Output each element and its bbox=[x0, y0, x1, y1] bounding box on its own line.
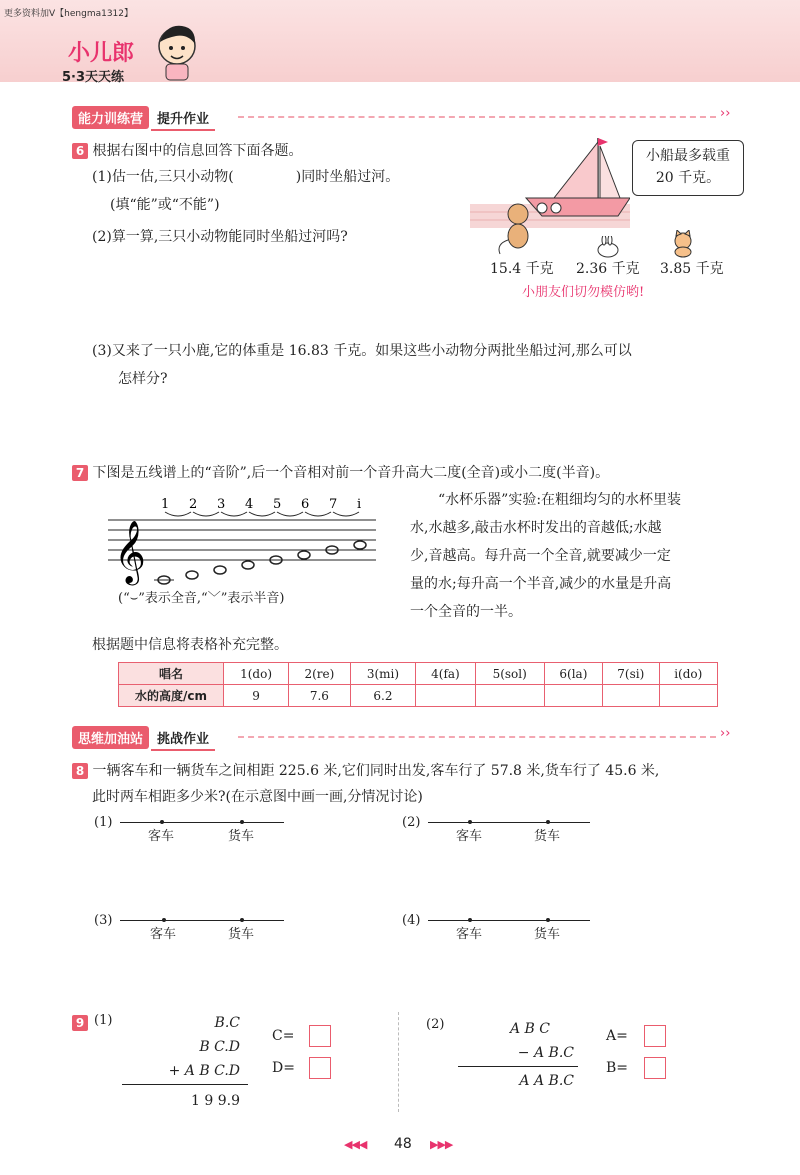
divider bbox=[238, 736, 716, 738]
answer-blank[interactable] bbox=[234, 180, 296, 181]
bus-point bbox=[468, 918, 472, 922]
table-cell: i(do) bbox=[659, 663, 718, 685]
question-number: 7 bbox=[72, 465, 88, 481]
q6-part3-line2: 怎样分? bbox=[118, 371, 168, 387]
table-cell: 7(si) bbox=[603, 663, 659, 685]
q6-part1-text-a: (1)估一估,三只小动物( bbox=[92, 169, 234, 185]
table-cell: 1(do) bbox=[224, 663, 289, 685]
section-tag: 能力训练营 bbox=[72, 106, 149, 129]
table-cell: 5(sol) bbox=[475, 663, 544, 685]
answer-cell[interactable] bbox=[475, 685, 544, 707]
section-subtitle: 挑战作业 bbox=[151, 726, 215, 751]
sum-result: 1 9 9.9 bbox=[191, 1093, 240, 1109]
bus-label: 客车 bbox=[148, 829, 175, 844]
exp-line-5: 一个全音的一半。 bbox=[410, 604, 522, 620]
section-subtitle: 提升作业 bbox=[151, 106, 215, 131]
interval-arc bbox=[193, 512, 219, 516]
chevron-right-icon: ›› bbox=[720, 726, 731, 741]
weight-cat: 3.85 千克 bbox=[660, 261, 724, 277]
scale-degree-label: 3 bbox=[217, 497, 226, 512]
table-cell: 7.6 bbox=[289, 685, 350, 707]
exp-line-3: 少,音越高。每升高一个全音,就要减少一定 bbox=[410, 548, 671, 564]
answer-box-a[interactable] bbox=[644, 1025, 666, 1047]
truck-point bbox=[240, 820, 244, 824]
exp-line-2: 水,水越多,敲击水杯时发出的音越低;水越 bbox=[410, 520, 662, 536]
section-tag: 思维加油站 bbox=[72, 726, 149, 749]
distance-line[interactable] bbox=[120, 822, 284, 823]
bus-point bbox=[160, 820, 164, 824]
answer-box-c[interactable] bbox=[309, 1025, 331, 1047]
exp-line-1: “水杯乐器”实验:在粗细均匀的水杯里装 bbox=[438, 492, 682, 508]
question-6-stem bbox=[72, 140, 302, 162]
whole-note bbox=[242, 561, 254, 569]
truck-label: 货车 bbox=[228, 829, 255, 844]
interval-arc bbox=[221, 512, 247, 516]
table-row-notes bbox=[119, 663, 718, 685]
truck-point bbox=[240, 918, 244, 922]
staff-figure bbox=[108, 490, 398, 620]
case-label: (1) bbox=[94, 815, 113, 830]
interval-arc bbox=[277, 512, 303, 516]
answer-cell[interactable] bbox=[416, 685, 475, 707]
whole-note bbox=[354, 541, 366, 549]
boy-mascot-icon bbox=[152, 18, 202, 82]
truck-label: 货车 bbox=[228, 927, 255, 942]
whole-note bbox=[298, 551, 310, 559]
interval-arc bbox=[333, 512, 359, 516]
scale-degree-label: 2 bbox=[189, 497, 198, 512]
series-title: 5·3天天练 bbox=[62, 70, 125, 85]
table-cell: 2(re) bbox=[289, 663, 350, 685]
bus-point bbox=[162, 918, 166, 922]
next-page-arrows-icon[interactable]: ▶▶▶ bbox=[430, 1138, 453, 1151]
chevron-right-icon: ›› bbox=[720, 106, 731, 121]
music-staff bbox=[108, 490, 398, 590]
distance-line[interactable] bbox=[120, 920, 284, 921]
case-label: (4) bbox=[402, 913, 421, 928]
weight-rabbit: 2.36 千克 bbox=[576, 261, 640, 277]
truck-point bbox=[546, 820, 550, 824]
exp-line-4: 量的水;每升高一个半音,减少的水量是升高 bbox=[410, 576, 672, 592]
addend-1: B.C bbox=[214, 1015, 240, 1031]
arc-legend: (“⌣”表示全音,“﹀”表示半音) bbox=[118, 591, 285, 606]
q6-part2: (2)算一算,三只小动物能同时坐船过河吗? bbox=[92, 229, 348, 245]
scale-degree-label: 4 bbox=[245, 497, 254, 512]
table-cell: 6.2 bbox=[350, 685, 416, 707]
section-banner-training bbox=[72, 106, 215, 131]
question-number: 8 bbox=[72, 763, 88, 779]
bus-label: 客车 bbox=[456, 927, 483, 942]
minuend: A B C bbox=[509, 1021, 550, 1037]
scale-degree-label: 1 bbox=[161, 497, 170, 512]
weight-monkey: 15.4 千克 bbox=[490, 261, 554, 277]
question-8-line1 bbox=[72, 760, 659, 782]
case-label: (3) bbox=[94, 913, 113, 928]
bus-label: 客车 bbox=[456, 829, 483, 844]
distance-line[interactable] bbox=[428, 822, 590, 823]
answer-b-label: B= bbox=[606, 1060, 629, 1076]
monkey-icon bbox=[490, 200, 540, 256]
treble-clef-icon: 𝄞 bbox=[114, 520, 146, 583]
table-intro: 根据题中信息将表格补充完整。 bbox=[92, 637, 288, 653]
watermark: 更多资料加V【hengma1312】 bbox=[4, 9, 134, 19]
table-cell: 9 bbox=[224, 685, 289, 707]
question-text: 根据右图中的信息回答下面各题。 bbox=[92, 143, 303, 159]
question-text: 一辆客车和一辆货车之间相距 225.6 米,它们同时出发,客车行了 57.8 米,货车行了 45.6 米, bbox=[92, 763, 660, 779]
experiment-description bbox=[410, 486, 740, 626]
case-label: (2) bbox=[402, 815, 421, 830]
question-number: 6 bbox=[72, 143, 88, 159]
question-7-stem bbox=[72, 462, 609, 484]
truck-point bbox=[546, 918, 550, 922]
answer-a-label: A= bbox=[606, 1028, 628, 1044]
difference-result: A A B.C bbox=[519, 1073, 574, 1089]
answer-c-label: C= bbox=[272, 1028, 295, 1044]
question-text: 下图是五线谱上的“音阶”,后一个音相对前一个音升高大二度(全音)或小二度(半音)。 bbox=[92, 465, 610, 481]
subtrahend: − A B.C bbox=[517, 1045, 574, 1061]
table-cell: 6(la) bbox=[544, 663, 602, 685]
answer-cell[interactable] bbox=[659, 685, 718, 707]
scale-degree-label: 7 bbox=[329, 497, 338, 512]
section-banner-challenge bbox=[72, 726, 215, 751]
interval-arc bbox=[165, 512, 191, 516]
q6-part1 bbox=[92, 166, 399, 188]
question-number: 9 bbox=[72, 1015, 88, 1031]
speech-bubble bbox=[632, 140, 744, 196]
row-header-height: 水的高度/cm bbox=[119, 685, 224, 707]
bus-label: 客车 bbox=[150, 927, 177, 942]
safety-warning: 小朋友们切勿模仿哟! bbox=[522, 285, 645, 300]
interval-arc bbox=[305, 512, 331, 516]
divider bbox=[398, 1012, 399, 1112]
distance-line[interactable] bbox=[428, 920, 590, 921]
divider bbox=[238, 116, 716, 118]
whole-note bbox=[186, 571, 198, 579]
difference-rule bbox=[458, 1066, 578, 1067]
scale-degree-label: 6 bbox=[301, 497, 310, 512]
truck-label: 货车 bbox=[534, 829, 561, 844]
table-cell: 3(mi) bbox=[350, 663, 416, 685]
addend-2: B C.D bbox=[199, 1039, 240, 1055]
whole-note bbox=[214, 566, 226, 574]
page-number: 48 bbox=[394, 1136, 412, 1152]
table-cell: 4(fa) bbox=[416, 663, 475, 685]
row-header-solfege: 唱名 bbox=[119, 663, 224, 685]
q6-part1-text-b: )同时坐船过河。 bbox=[295, 169, 400, 185]
q9-part2-label: (2) bbox=[426, 1017, 445, 1032]
scale-degree-label: i bbox=[357, 497, 362, 512]
q6-part1-hint: (填“能”或“不能”) bbox=[110, 197, 220, 213]
rabbit-icon bbox=[594, 236, 622, 258]
water-height-table bbox=[118, 662, 718, 707]
question-8-line2: 此时两车相距多少米?(在示意图中画一画,分情况讨论) bbox=[92, 789, 423, 805]
question-9-number bbox=[72, 1012, 88, 1031]
answer-d-label: D= bbox=[272, 1060, 295, 1076]
answer-cell[interactable] bbox=[603, 685, 659, 707]
answer-box-b[interactable] bbox=[644, 1057, 666, 1079]
answer-cell[interactable] bbox=[544, 685, 602, 707]
answer-box-d[interactable] bbox=[309, 1057, 331, 1079]
cat-icon bbox=[668, 230, 698, 258]
brand-logo: 小儿郎 bbox=[68, 41, 135, 66]
sum-rule bbox=[122, 1084, 248, 1085]
truck-label: 货车 bbox=[534, 927, 561, 942]
addend-3: + A B C.D bbox=[168, 1063, 240, 1079]
q6-part3-line1: (3)又来了一只小鹿,它的体重是 16.83 千克。如果这些小动物分两批坐船过河,那么可以 bbox=[92, 343, 632, 359]
bus-point bbox=[468, 820, 472, 824]
bubble-line-2: 20 千克。 bbox=[655, 170, 721, 186]
scale-degree-label: 5 bbox=[273, 497, 282, 512]
bubble-line-1: 小船最多载重 bbox=[646, 148, 730, 164]
prev-page-arrows-icon[interactable]: ◀◀◀ bbox=[344, 1138, 367, 1151]
table-row-heights bbox=[119, 685, 718, 707]
q9-part1-label: (1) bbox=[94, 1013, 113, 1028]
interval-arc bbox=[249, 512, 275, 516]
